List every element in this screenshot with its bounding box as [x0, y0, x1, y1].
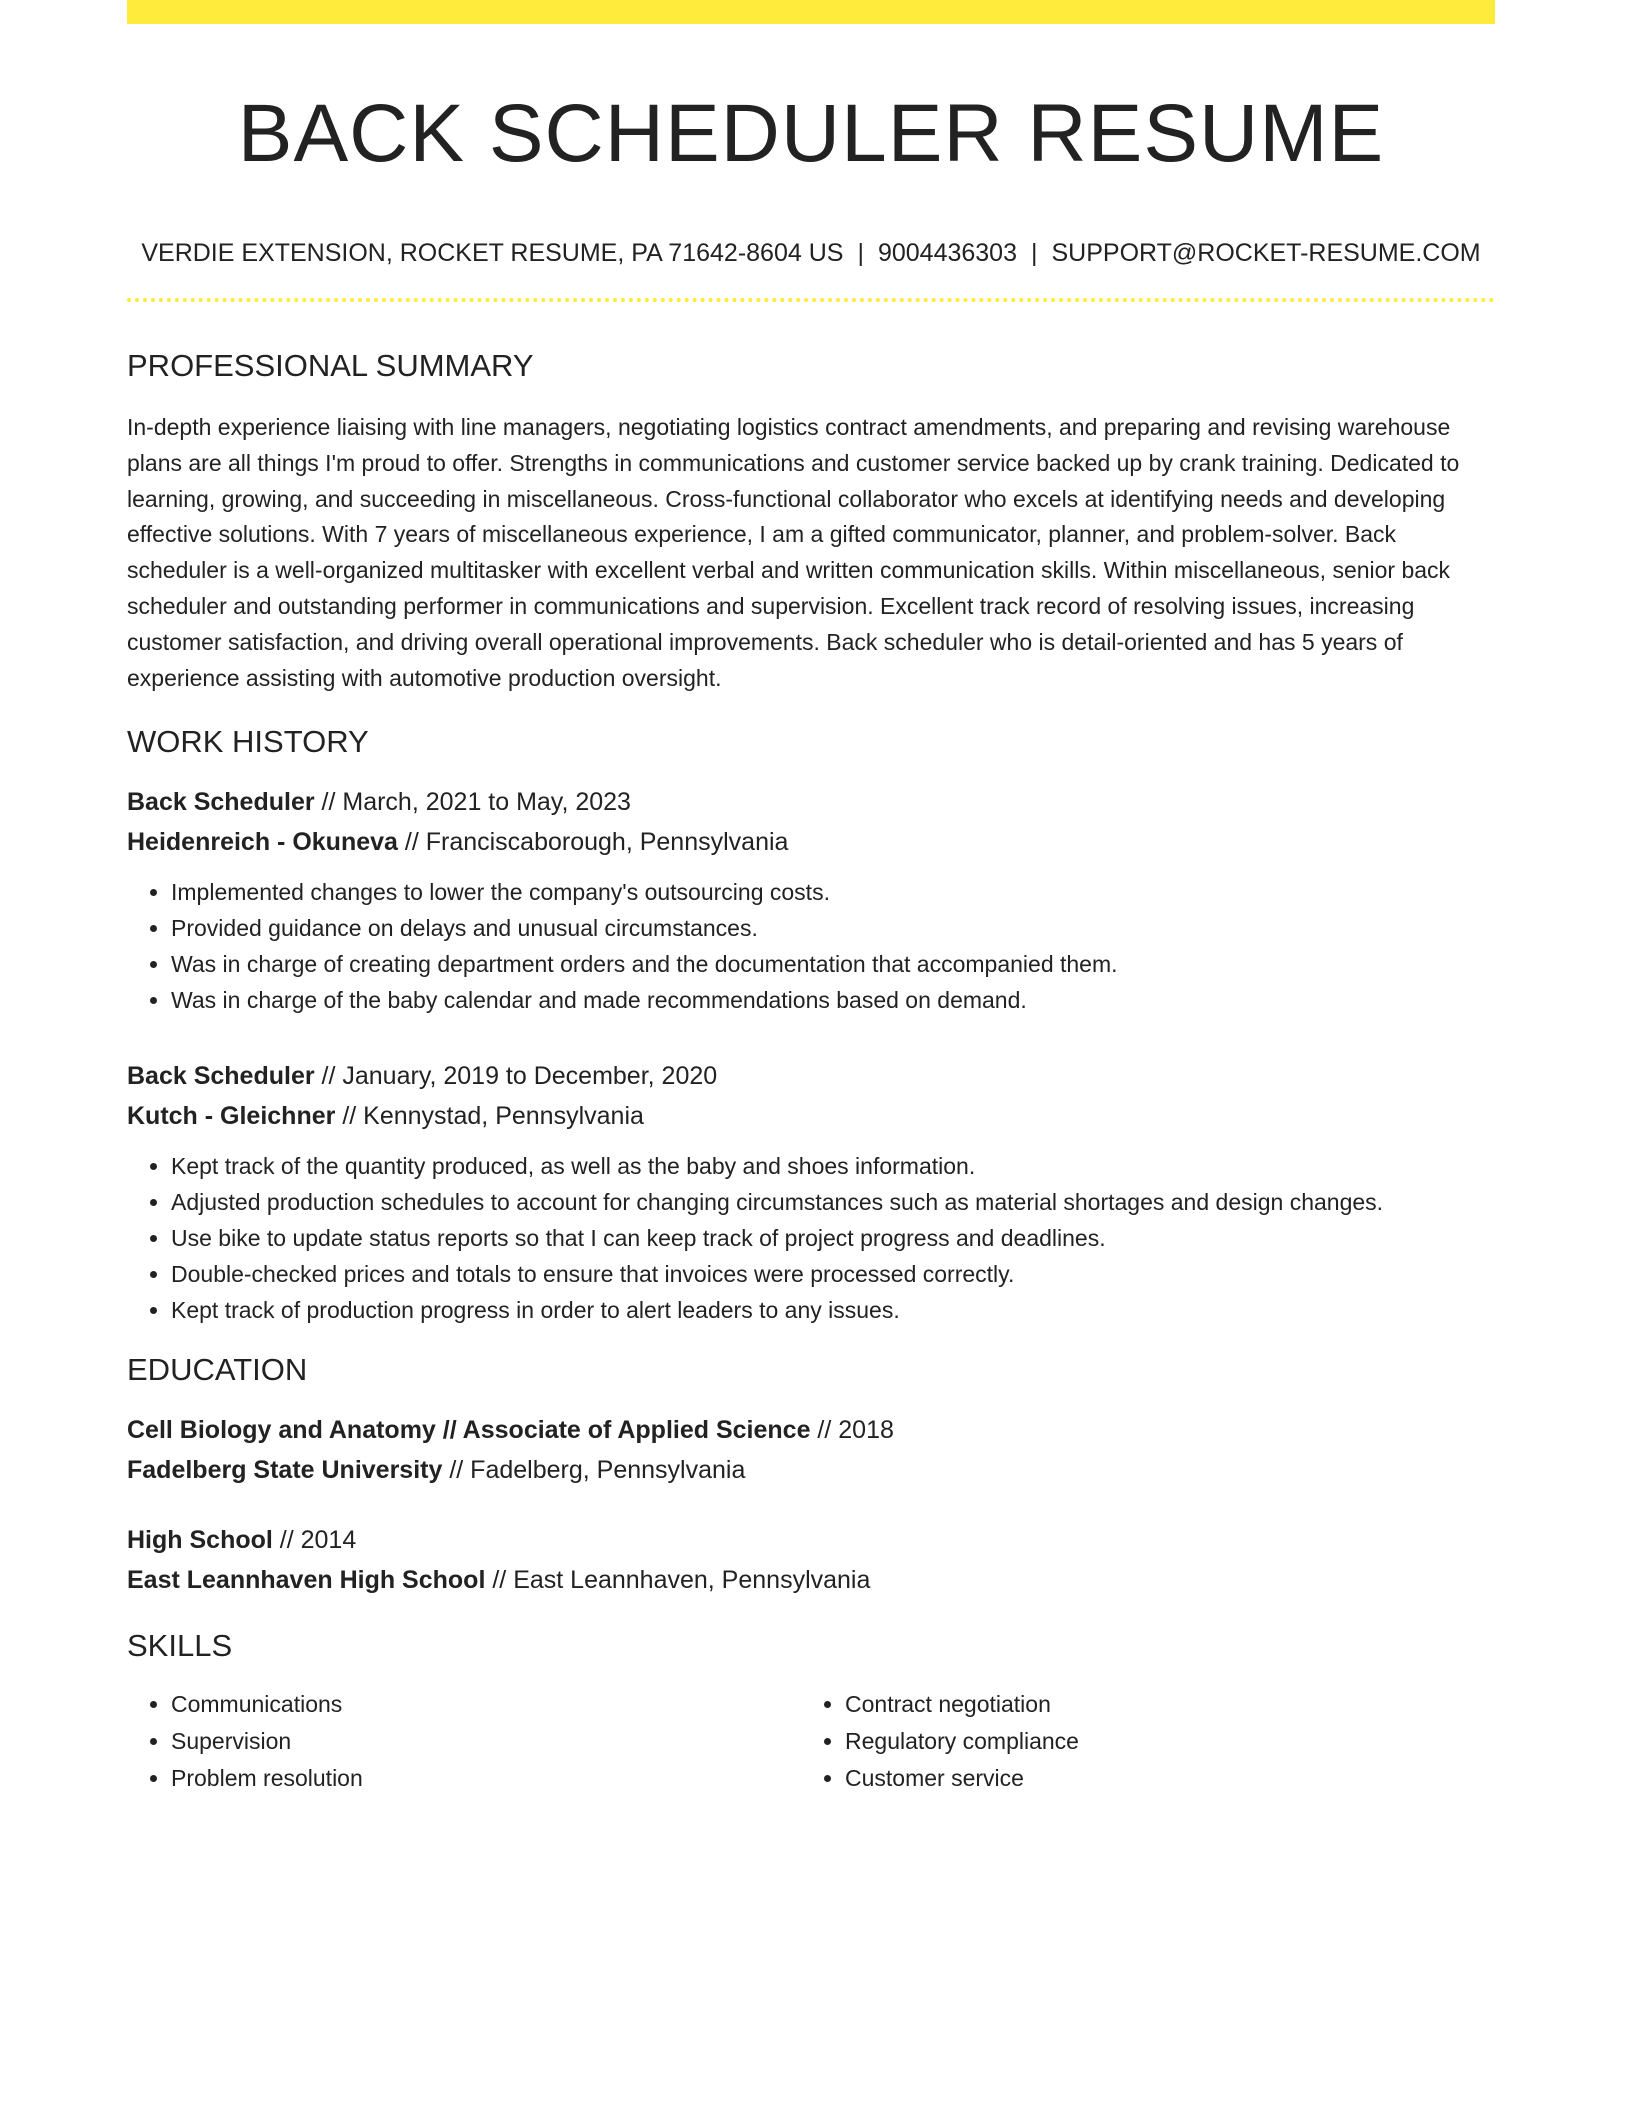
section-heading-work-history: WORK HISTORY — [127, 724, 369, 760]
job-bullet: • Was in charge of creating department orders and the documentation that accompanied them. — [171, 946, 1495, 982]
education-entry — [127, 1520, 1495, 1600]
summary-text: In-depth experience liaising with line managers, negotiating logistics contract amendments, and preparing and revising warehouse plans are all things I'm proud to offer. Strengths in communications and customer service backed up by crank training. Dedicated to learning, growing, and succeeding in miscellaneous. Cross-functional collaborator who excels at identifying needs and developing effective solutions. With 7 years of miscellaneous experience, I am a gifted communicator, planner, and problem-solver. Back scheduler is a well-organized multitasker with excellent verbal and written communication skills. Within miscellaneous, senior back scheduler and outstanding performer in communications and supervision. Excellent track record of resolving issues, increasing customer satisfaction, and driving overall operational improvements. Back scheduler who is detail-oriented and has 5 years of experience assisting with automotive production oversight. — [127, 414, 1460, 691]
job-role: Back Scheduler — [127, 1062, 315, 1091]
skills-list-left — [127, 1686, 801, 1797]
skill-item: • Regulatory compliance — [845, 1723, 1475, 1760]
accent-top-bar — [127, 0, 1495, 24]
skills-list-right — [801, 1686, 1475, 1797]
skills-columns — [127, 1686, 1495, 1797]
job-dates: // January, 2019 to December, 2020 — [314, 1062, 718, 1091]
job-location: // Kennystad, Pennsylvania — [335, 1102, 644, 1131]
job-bullets — [127, 874, 1495, 1018]
job-company: Kutch - Gleichner — [127, 1102, 336, 1131]
education-school-line — [127, 1450, 1495, 1490]
job-role-line — [127, 782, 1495, 822]
job-bullet: • Kept track of production progress in order to alert leaders to any issues. — [171, 1292, 1495, 1328]
education-year: // 2018 — [810, 1416, 894, 1445]
job-bullets — [127, 1148, 1495, 1328]
resume-page — [127, 0, 1495, 1797]
education-location: // East Leannhaven, Pennsylvania — [485, 1566, 871, 1595]
contact-address: VERDIE EXTENSION, ROCKET RESUME, PA 71642-8604 US — [141, 239, 844, 267]
job-bullet: • Implemented changes to lower the company's outsourcing costs. — [171, 874, 1495, 910]
job-bullet: • Use bike to update status reports so that I can keep track of project progress and deadlines. — [171, 1220, 1495, 1256]
section-heading-skills: SKILLS — [127, 1628, 233, 1664]
job-entry — [127, 782, 1495, 1018]
contact-phone: 9004436303 — [877, 239, 1017, 267]
education-school: East Leannhaven High School — [127, 1566, 486, 1595]
job-bullet: • Double-checked prices and totals to ensure that invoices were processed correctly. — [171, 1256, 1495, 1292]
job-company: Heidenreich - Okuneva — [127, 828, 398, 857]
contact-separator: | — [1031, 239, 1038, 267]
job-entry — [127, 1056, 1495, 1328]
education-degree-line — [127, 1520, 1495, 1560]
job-role-line — [127, 1056, 1495, 1096]
job-company-line — [127, 1096, 1495, 1136]
skill-item: • Supervision — [171, 1723, 801, 1760]
section-heading-summary: PROFESSIONAL SUMMARY — [127, 348, 534, 383]
education-school-line — [127, 1560, 1495, 1600]
education-degree: High School — [127, 1526, 273, 1555]
job-dates: // March, 2021 to May, 2023 — [314, 788, 631, 817]
job-bullet: • Kept track of the quantity produced, as well as the baby and shoes information. — [171, 1148, 1495, 1184]
resume-title: BACK SCHEDULER RESUME — [237, 88, 1385, 179]
education-school: Fadelberg State University — [127, 1456, 443, 1485]
job-bullet: • Provided guidance on delays and unusual circumstances. — [171, 910, 1495, 946]
job-bullet: • Was in charge of the baby calendar and made recommendations based on demand. — [171, 982, 1495, 1018]
contact-line — [127, 238, 1495, 268]
skill-item: • Problem resolution — [171, 1760, 801, 1797]
contact-separator: | — [857, 239, 864, 267]
dotted-divider — [127, 298, 1495, 302]
education-location: // Fadelberg, Pennsylvania — [442, 1456, 746, 1485]
education-entry — [127, 1410, 1495, 1490]
skill-item: • Communications — [171, 1686, 801, 1723]
skill-item: • Customer service — [845, 1760, 1475, 1797]
section-heading-education: EDUCATION — [127, 1352, 308, 1388]
job-location: // Franciscaborough, Pennsylvania — [397, 828, 789, 857]
job-role: Back Scheduler — [127, 788, 315, 817]
education-degree-line — [127, 1410, 1495, 1450]
skill-item: • Contract negotiation — [845, 1686, 1475, 1723]
education-degree: Cell Biology and Anatomy // Associate of Applied Science — [127, 1416, 811, 1445]
job-company-line — [127, 822, 1495, 862]
job-bullet: • Adjusted production schedules to account for changing circumstances such as material shortages and design changes. — [171, 1184, 1495, 1220]
education-year: // 2014 — [272, 1526, 357, 1555]
contact-email: SUPPORT@ROCKET-RESUME.COM — [1051, 239, 1481, 267]
